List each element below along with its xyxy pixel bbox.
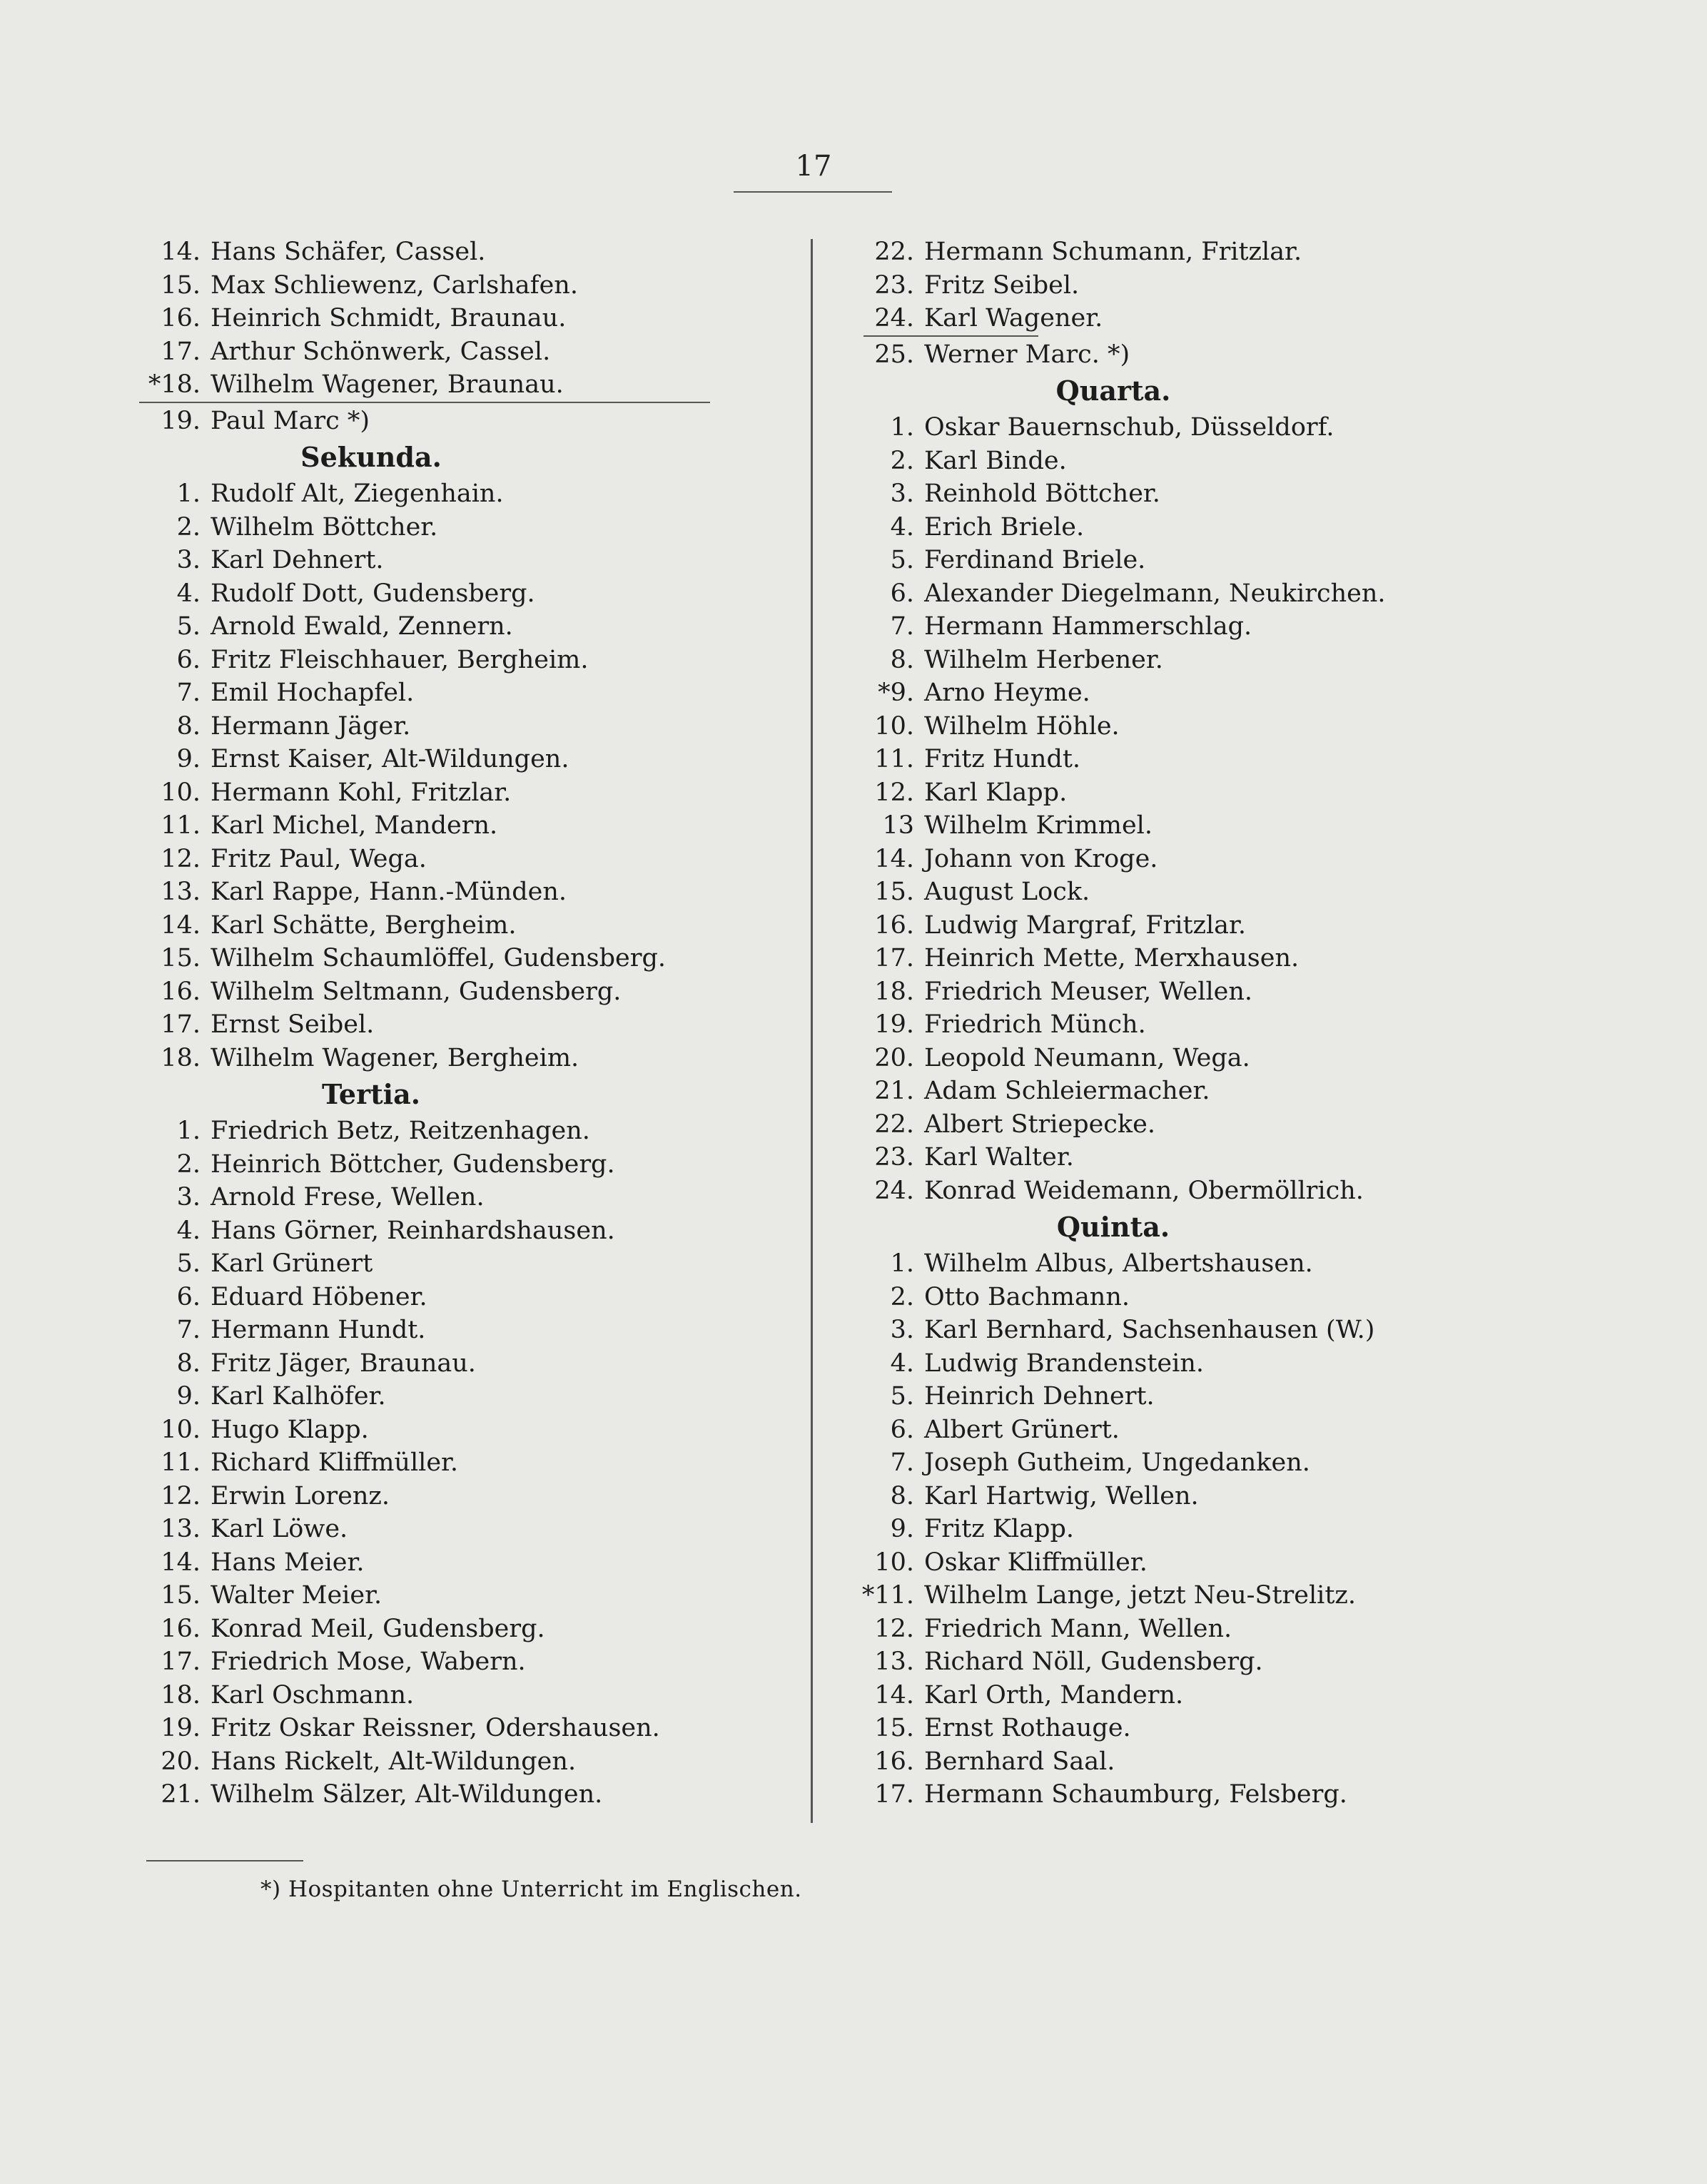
list-item <box>100 1380 806 1413</box>
list-item <box>831 1075 1545 1108</box>
entry-name: Adam Schleiermacher. <box>924 1077 1210 1105</box>
list-item <box>831 743 1545 776</box>
entry-number: 4. <box>890 512 914 542</box>
entry-number: 14. <box>161 910 201 940</box>
entry-name: Wilhelm Krimmel. <box>924 811 1153 840</box>
list-item <box>831 1281 1545 1314</box>
list-item <box>831 1778 1545 1812</box>
list-item <box>831 1612 1545 1646</box>
entry-number: 23. <box>874 270 914 300</box>
entry-number: 8. <box>176 711 201 741</box>
entry-name: Karl Grünert <box>211 1249 373 1278</box>
entry-name: Rudolf Alt, Ziegenhain. <box>211 479 504 508</box>
entry-name: Alexander Diegelmann, Neukirchen. <box>924 579 1386 608</box>
entry-name: Albert Striepecke. <box>924 1109 1155 1139</box>
entry-number: 11. <box>161 811 201 840</box>
entry-name: Heinrich Mette, Merxhausen. <box>924 944 1300 972</box>
entry-name: Fritz Paul, Wega. <box>211 844 427 873</box>
left-carryover-rule <box>100 402 806 405</box>
footnote-rule <box>146 1860 303 1862</box>
entry-number: 17. <box>161 1010 201 1039</box>
section-heading-quarta: Quarta. <box>1055 375 1171 407</box>
entry-number: 25. <box>874 340 914 369</box>
list-item <box>100 1546 806 1580</box>
left-carryover-after-rule-list <box>100 405 806 438</box>
page-number: 17 <box>795 150 832 183</box>
entry-name: Erwin Lorenz. <box>211 1481 390 1510</box>
entry-number: 12. <box>161 844 201 873</box>
entry-number: 5. <box>176 612 201 641</box>
entry-number: 7. <box>890 612 914 641</box>
entry-name: Reinhold Böttcher. <box>924 479 1160 508</box>
entry-name: Karl Hartwig, Wellen. <box>924 1481 1199 1510</box>
entry-number: 18. <box>161 1043 201 1072</box>
left-column <box>100 235 806 1812</box>
entry-name: Karl Löwe. <box>211 1515 348 1543</box>
entry-name: Friedrich Münch. <box>924 1010 1146 1039</box>
entry-number: 3. <box>890 479 914 508</box>
entry-number: 22. <box>874 238 914 266</box>
list-item <box>831 235 1545 269</box>
entry-name: Karl Rappe, Hann.-Münden. <box>211 878 567 906</box>
list-item <box>831 1380 1545 1413</box>
entry-name: Konrad Meil, Gudensberg. <box>211 1614 545 1643</box>
entry-name: Fritz Hundt. <box>924 745 1081 773</box>
entry-number: 24. <box>874 304 914 332</box>
entry-name: Wilhelm Wagener, Braunau. <box>211 370 564 399</box>
entry-number: 13 <box>882 811 914 840</box>
entry-name: Joseph Gutheim, Ungedanken. <box>924 1448 1310 1477</box>
entry-number: 6. <box>176 1282 201 1311</box>
entry-number: 21. <box>874 1077 914 1105</box>
list-item <box>100 644 806 677</box>
entry-name: Ernst Rothauge. <box>924 1714 1131 1742</box>
list-item <box>831 644 1545 677</box>
list-item <box>100 335 806 369</box>
entry-number: *9. <box>878 679 914 707</box>
entry-number: 2. <box>890 1282 914 1311</box>
entry-name: Fritz Oskar Reissner, Odershausen. <box>211 1714 660 1742</box>
entry-number: 24. <box>874 1176 914 1205</box>
entry-name: Hans Meier. <box>211 1548 365 1577</box>
entry-name: Richard Nöll, Gudensberg. <box>924 1647 1263 1676</box>
entry-name: Fritz Seibel. <box>924 270 1080 300</box>
entry-name: Richard Kliffmüller. <box>211 1448 459 1477</box>
list-item <box>100 875 806 909</box>
list-item <box>100 1513 806 1546</box>
entry-name: Hermann Kohl, Fritzlar. <box>211 778 512 807</box>
entry-number: 15. <box>161 270 201 300</box>
entry-number: 17. <box>874 1780 914 1809</box>
entry-number: *11. <box>861 1581 914 1610</box>
entry-name: Karl Orth, Mandern. <box>924 1680 1184 1710</box>
list-item <box>831 1413 1545 1447</box>
left-carryover-list <box>100 235 806 402</box>
entry-number: 15. <box>161 944 201 972</box>
entry-number: 11. <box>874 745 914 773</box>
list-item <box>100 1281 806 1314</box>
entry-name: Karl Schätte, Bergheim. <box>211 910 517 940</box>
entry-name: Ernst Seibel. <box>211 1010 375 1039</box>
entry-name: Karl Bernhard, Sachsenhausen (W.) <box>924 1316 1375 1344</box>
entry-number: 9. <box>176 745 201 773</box>
entry-number: 3. <box>176 1183 201 1212</box>
entry-number: 8. <box>890 1481 914 1510</box>
entry-number: 9. <box>890 1515 914 1543</box>
entry-name: Wilhelm Herbener. <box>924 645 1163 674</box>
list-item <box>831 477 1545 511</box>
list-item <box>831 338 1545 372</box>
entry-number: 23. <box>874 1143 914 1172</box>
entry-name: Erich Briele. <box>924 512 1085 542</box>
column-divider <box>811 239 813 1823</box>
list-item <box>831 975 1545 1009</box>
entry-number: 16. <box>161 304 201 332</box>
list-item <box>831 1480 1545 1513</box>
entry-name: Bernhard Saal. <box>924 1747 1115 1776</box>
entry-name: Oskar Bauernschub, Düsseldorf. <box>924 413 1334 442</box>
entry-number: 17. <box>874 944 914 972</box>
list-item <box>100 743 806 776</box>
entry-name: Karl Binde. <box>924 446 1067 475</box>
entry-number: 16. <box>161 977 201 1006</box>
entry-name: Walter Meier. <box>211 1581 383 1610</box>
entry-name: Hermann Hammerschlag. <box>924 612 1252 641</box>
entry-number: 20. <box>874 1043 914 1072</box>
section-heading-quinta: Quinta. <box>1056 1211 1170 1243</box>
entry-name: Otto Bachmann. <box>924 1282 1130 1311</box>
list-item <box>831 710 1545 743</box>
entry-number: 9. <box>176 1382 201 1411</box>
entry-number: 1. <box>176 479 201 508</box>
list-item <box>831 1513 1545 1546</box>
entry-number: 20. <box>161 1747 201 1776</box>
list-item <box>100 809 806 843</box>
entry-name: Paul Marc *) <box>211 406 370 435</box>
entry-name: Heinrich Schmidt, Braunau. <box>211 304 567 332</box>
entry-number: 14. <box>161 238 201 266</box>
entry-name: Friedrich Betz, Reitzenhagen. <box>211 1117 590 1145</box>
entry-name: Johann von Kroge. <box>924 844 1158 873</box>
entry-name: Karl Kalhöfer. <box>211 1382 386 1411</box>
list-item <box>831 1712 1545 1745</box>
entry-number: 2. <box>176 1149 201 1179</box>
entry-number: 12. <box>874 1614 914 1643</box>
entry-number: 4. <box>176 579 201 608</box>
list-item <box>831 1579 1545 1612</box>
list-item <box>100 1042 806 1075</box>
quarta-list <box>831 411 1545 1207</box>
entry-number: 13. <box>161 878 201 906</box>
list-item <box>831 302 1545 335</box>
entry-number: 16. <box>874 1747 914 1776</box>
entry-number: 6. <box>890 1415 914 1444</box>
entry-number: 8. <box>176 1349 201 1378</box>
list-item <box>100 1778 806 1812</box>
entry-number: 1. <box>890 1249 914 1278</box>
entry-name: Hermann Schaumburg, Felsberg. <box>924 1780 1347 1809</box>
entry-name: Heinrich Böttcher, Gudensberg. <box>211 1149 615 1179</box>
entry-number: 14. <box>874 844 914 873</box>
list-item <box>100 909 806 943</box>
list-item <box>100 975 806 1009</box>
list-item <box>831 610 1545 644</box>
entry-number: 4. <box>890 1349 914 1378</box>
entry-name: Wilhelm Höhle. <box>924 711 1120 741</box>
list-item <box>831 875 1545 909</box>
list-item <box>100 544 806 577</box>
section-heading-tertia: Tertia. <box>322 1078 420 1110</box>
entry-name: Friedrich Mann, Wellen. <box>924 1614 1232 1643</box>
entry-name: Ludwig Brandenstein. <box>924 1349 1204 1378</box>
entry-name: Wilhelm Albus, Albertshausen. <box>924 1249 1313 1278</box>
entry-name: Wilhelm Seltmann, Gudensberg. <box>211 977 622 1006</box>
list-item <box>831 942 1545 975</box>
entry-number: 10. <box>161 778 201 807</box>
list-item <box>100 1413 806 1447</box>
entry-name: Wilhelm Wagener, Bergheim. <box>211 1043 579 1072</box>
entry-name: Karl Oschmann. <box>211 1680 415 1710</box>
list-item <box>100 1679 806 1712</box>
entry-number: 6. <box>176 645 201 674</box>
entry-name: Karl Dehnert. <box>211 546 384 574</box>
entry-number: 17. <box>161 1647 201 1676</box>
list-item <box>831 269 1545 303</box>
entry-number: 15. <box>874 1714 914 1742</box>
entry-number: 4. <box>176 1216 201 1245</box>
entry-number: 7. <box>890 1448 914 1477</box>
list-item <box>831 1314 1545 1347</box>
entry-name: Karl Klapp. <box>924 778 1068 807</box>
list-item <box>100 511 806 544</box>
list-item <box>100 269 806 303</box>
entry-name: Hans Schäfer, Cassel. <box>211 238 486 266</box>
entry-number: 1. <box>176 1117 201 1145</box>
entry-name: Fritz Klapp. <box>924 1515 1074 1543</box>
list-item <box>831 1679 1545 1712</box>
entry-name: Hans Görner, Reinhardshausen. <box>211 1216 615 1245</box>
list-item <box>831 1347 1545 1381</box>
entry-number: 19. <box>161 1714 201 1742</box>
entry-name: Arno Heyme. <box>924 679 1090 707</box>
entry-number: 15. <box>161 1581 201 1610</box>
entry-number: 14. <box>161 1548 201 1577</box>
list-item <box>100 1579 806 1612</box>
entry-name: Karl Walter. <box>924 1143 1074 1172</box>
entry-number: 17. <box>161 337 201 366</box>
entry-number: 19. <box>874 1010 914 1039</box>
entry-name: Fritz Jäger, Braunau. <box>211 1349 476 1378</box>
list-item <box>100 368 806 402</box>
entry-number: 19. <box>161 406 201 435</box>
list-item <box>831 676 1545 710</box>
entry-number: 1. <box>890 413 914 442</box>
footnote: *) Hospitanten ohne Unterricht im Englischen. <box>260 1876 802 1902</box>
entry-number: 3. <box>176 546 201 574</box>
list-item <box>831 1645 1545 1679</box>
entry-number: 22. <box>874 1109 914 1139</box>
list-item <box>831 1108 1545 1142</box>
right-column <box>831 235 1545 1812</box>
entry-name: August Lock. <box>924 878 1090 906</box>
list-item <box>831 776 1545 810</box>
list-item <box>831 1446 1545 1480</box>
list-item <box>100 477 806 511</box>
entry-name: Karl Wagener. <box>924 304 1103 332</box>
list-item <box>831 909 1545 943</box>
list-item <box>100 1480 806 1513</box>
header-rule <box>734 191 892 193</box>
list-item <box>100 1712 806 1745</box>
entry-number: 5. <box>890 1382 914 1411</box>
entry-name: Fritz Fleischhauer, Bergheim. <box>211 645 589 674</box>
entry-name: Arthur Schönwerk, Cassel. <box>211 337 551 366</box>
list-item <box>831 445 1545 478</box>
right-carryover-rule <box>831 335 1545 338</box>
list-item <box>100 1612 806 1646</box>
entry-name: Leopold Neumann, Wega. <box>924 1043 1250 1072</box>
entry-name: Karl Michel, Mandern. <box>211 811 498 840</box>
entry-name: Ernst Kaiser, Alt-Wildungen. <box>211 745 569 773</box>
list-item <box>100 676 806 710</box>
entry-number: 18. <box>874 977 914 1006</box>
entry-number: 3. <box>890 1316 914 1344</box>
list-item <box>100 843 806 876</box>
entry-number: 14. <box>874 1680 914 1710</box>
entry-name: Arnold Frese, Wellen. <box>211 1183 485 1212</box>
list-item <box>100 942 806 975</box>
list-item <box>831 544 1545 577</box>
entry-number: 8. <box>890 645 914 674</box>
entry-name: Hermann Jäger. <box>211 711 411 741</box>
entry-number: 5. <box>176 1249 201 1278</box>
entry-name: Wilhelm Schaumlöffel, Gudensberg. <box>211 944 667 972</box>
list-item <box>100 1247 806 1281</box>
entry-number: 2. <box>890 446 914 475</box>
entry-name: Oskar Kliffmüller. <box>924 1548 1148 1577</box>
entry-name: Emil Hochapfel. <box>211 679 415 707</box>
entry-number: 13. <box>161 1515 201 1543</box>
list-item <box>831 411 1545 445</box>
right-carryover-after-rule-list <box>831 338 1545 372</box>
entry-name: Wilhelm Sälzer, Alt-Wildungen. <box>211 1780 603 1809</box>
entry-number: 21. <box>161 1780 201 1809</box>
entry-name: Arnold Ewald, Zennern. <box>211 612 513 641</box>
entry-name: Max Schliewenz, Carlshafen. <box>211 270 578 300</box>
list-item <box>831 1008 1545 1042</box>
entry-name: Hermann Schumann, Fritzlar. <box>924 238 1302 266</box>
entry-number: 11. <box>161 1448 201 1477</box>
list-item <box>831 1247 1545 1281</box>
list-item <box>100 610 806 644</box>
entry-number: 13. <box>874 1647 914 1676</box>
list-item <box>100 235 806 269</box>
list-item <box>100 405 806 438</box>
list-item <box>100 776 806 810</box>
list-item <box>100 710 806 743</box>
entry-name: Ferdinand Briele. <box>924 546 1146 574</box>
list-item <box>100 1446 806 1480</box>
quinta-list <box>831 1247 1545 1812</box>
list-item <box>100 1645 806 1679</box>
list-item <box>100 302 806 335</box>
sekunda-list <box>100 477 806 1075</box>
entry-name: Friedrich Mose, Wabern. <box>211 1647 526 1676</box>
entry-name: Rudolf Dott, Gudensberg. <box>211 579 535 608</box>
entry-number: 16. <box>161 1614 201 1643</box>
list-item <box>831 511 1545 544</box>
entry-name: Wilhelm Lange, jetzt Neu-Strelitz. <box>924 1581 1356 1610</box>
list-item <box>831 1141 1545 1174</box>
list-item <box>100 1008 806 1042</box>
entry-number: 12. <box>161 1481 201 1510</box>
list-item <box>100 1181 806 1214</box>
list-item <box>100 1347 806 1381</box>
entry-name: Hermann Hundt. <box>211 1316 426 1344</box>
entry-number: 12. <box>874 778 914 807</box>
entry-name: Ludwig Margraf, Fritzlar. <box>924 910 1247 940</box>
entry-number: 2. <box>176 512 201 542</box>
entry-number: 6. <box>890 579 914 608</box>
list-item <box>831 1042 1545 1075</box>
entry-number: *18. <box>148 370 201 399</box>
list-item <box>831 809 1545 843</box>
list-item <box>100 1314 806 1347</box>
list-item <box>831 577 1545 611</box>
entry-name: Heinrich Dehnert. <box>924 1382 1155 1411</box>
entry-name: Hugo Klapp. <box>211 1415 369 1444</box>
entry-name: Albert Grünert. <box>924 1415 1120 1444</box>
list-item <box>100 1114 806 1148</box>
right-carryover-list <box>831 235 1545 335</box>
list-item <box>831 1745 1545 1779</box>
list-item <box>100 1214 806 1248</box>
entry-number: 16. <box>874 910 914 940</box>
section-heading-sekunda: Sekunda. <box>300 441 442 473</box>
list-item <box>831 1546 1545 1580</box>
list-item <box>100 1148 806 1182</box>
list-item <box>831 843 1545 876</box>
entry-name: Werner Marc. *) <box>924 340 1130 369</box>
entry-number: 10. <box>874 711 914 741</box>
list-item <box>100 1745 806 1779</box>
list-item <box>100 577 806 611</box>
entry-number: 7. <box>176 1316 201 1344</box>
entry-number: 7. <box>176 679 201 707</box>
entry-name: Wilhelm Böttcher. <box>211 512 438 542</box>
entry-name: Hans Rickelt, Alt-Wildungen. <box>211 1747 577 1776</box>
entry-number: 10. <box>874 1548 914 1577</box>
tertia-list <box>100 1114 806 1812</box>
entry-number: 10. <box>161 1415 201 1444</box>
entry-number: 18. <box>161 1680 201 1710</box>
entry-number: 15. <box>874 878 914 906</box>
entry-name: Konrad Weidemann, Obermöllrich. <box>924 1176 1364 1205</box>
entry-number: 5. <box>890 546 914 574</box>
list-item <box>831 1174 1545 1208</box>
entry-name: Friedrich Meuser, Wellen. <box>924 977 1253 1006</box>
entry-name: Eduard Höbener. <box>211 1282 427 1311</box>
